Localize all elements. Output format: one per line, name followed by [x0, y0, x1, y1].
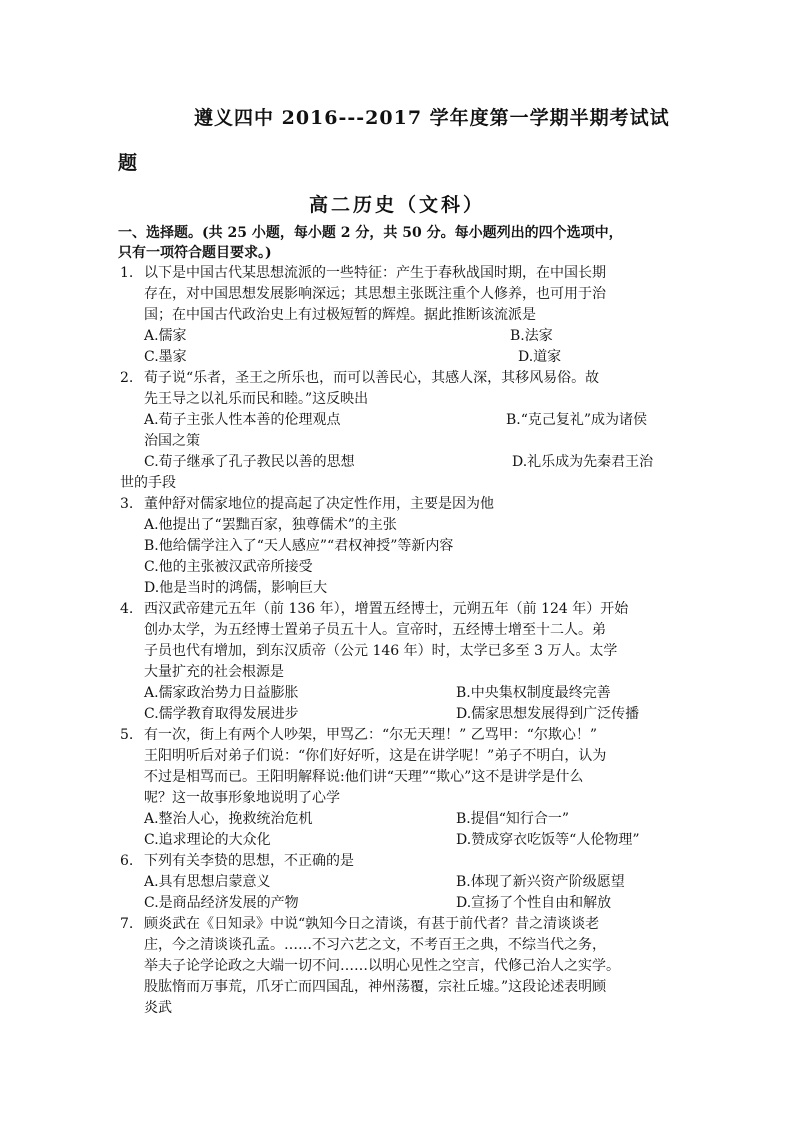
- exam-title-line2: 题: [118, 152, 138, 174]
- option-d: D.宣扬了个性自由和解放: [456, 895, 612, 911]
- option-b: B.法家: [510, 328, 553, 344]
- exam-subtitle: 高二历史（文科）: [308, 194, 485, 216]
- option-c: C.儒学教育取得发展进步: [144, 706, 299, 722]
- question-stem-line: 子员也代有增加，到东汉质帝（公元 146 年）时，太学已多至 3 万人。太学: [144, 643, 618, 659]
- option-a: A.儒家政治势力日益膨胀: [144, 685, 299, 701]
- question-stem-line: 不过是相骂而已。王阳明解释说:他们讲“天理”“欺心”这不是讲学是什么: [144, 769, 584, 785]
- question-stem-line: 下列有关李贽的思想，不正确的是: [144, 853, 354, 869]
- option-a: A.具有思想启蒙意义: [144, 874, 271, 890]
- exam-title-line1: 遵义四中 2016---2017 学年度第一学期半期考试试: [194, 107, 670, 129]
- option-a: A.儒家: [144, 328, 187, 344]
- option-b-continued: 治国之策: [144, 433, 200, 449]
- section-instructions-line1: 一、选择题。(共 25 小题，每小题 2 分，共 50 分。每小题列出的四个选项中，: [118, 225, 623, 241]
- question-number: 7.: [120, 916, 134, 932]
- option-a: A.他提出了“罢黜百家，独尊儒术”的主张: [144, 517, 397, 533]
- option-a: A.荀子主张人性本善的伦理观点: [144, 412, 341, 428]
- option-d: D.他是当时的鸿儒，影响巨大: [144, 580, 328, 596]
- option-c: C.是商品经济发展的产物: [144, 895, 299, 911]
- option-b: B.他给儒学注入了“天人感应”“君权神授”等新内容: [144, 538, 454, 554]
- question-stem-line: 庄，今之清谈谈孔孟。……不习六艺之文，不考百王之典，不综当代之务，: [144, 937, 606, 953]
- option-b: B.中央集权制度最终完善: [456, 685, 611, 701]
- question-number: 5.: [120, 727, 134, 743]
- option-b: B.提倡“知行合一”: [456, 811, 570, 827]
- question-stem-line: 董仲舒对儒家地位的提高起了决定性作用，主要是因为他: [144, 496, 494, 512]
- question-stem-line: 创办太学，为五经博士置弟子员五十人。宣帝时，五经博士增至十二人。弟: [144, 622, 606, 638]
- question-stem-line: 股肱惰而万事荒，爪牙亡而四国乱，神州荡覆，宗社丘墟。”这段论述表明顾: [144, 979, 607, 995]
- option-c: C.追求理论的大众化: [144, 832, 271, 848]
- question-number: 1.: [120, 265, 134, 281]
- question-stem-line: 有一次，街上有两个人吵架，甲骂乙：“尔无天理！” 乙骂甲：“尔欺心！”: [144, 727, 598, 743]
- option-b: B.“克己复礼”成为诸侯: [506, 412, 648, 428]
- option-d: D.赞成穿衣吃饭等“人伦物理”: [456, 832, 640, 848]
- question-stem-line: 举夫子论学论政之大端一切不问……以明心见性之空言，代修己治人之实学。: [144, 958, 620, 974]
- question-number: 2.: [120, 370, 134, 386]
- option-c: C.他的主张被汉武帝所接受: [144, 559, 313, 575]
- section-instructions-line2: 只有一项符合题目要求。): [118, 245, 272, 261]
- option-b: B.体现了新兴资产阶级愿望: [456, 874, 625, 890]
- question-stem-line: 国；在中国古代政治史上有过极短暂的辉煌。据此推断该流派是: [144, 307, 536, 323]
- option-c: C.墨家: [144, 349, 187, 365]
- option-d: D.礼乐成为先秦君王治: [512, 454, 654, 470]
- question-stem-line: 荀子说“乐者，圣王之所乐也，而可以善民心，其感人深，其移风易俗。故: [144, 370, 600, 386]
- question-number: 3.: [120, 496, 134, 512]
- option-a: A.整治人心，挽救统治危机: [144, 811, 313, 827]
- question-stem-line: 王阳明听后对弟子们说：“你们好好听，这是在讲学呢！”弟子不明白，认为: [144, 748, 607, 764]
- question-stem-line: 西汉武帝建元五年（前 136 年），增置五经博士，元朔五年（前 124 年）开始: [144, 601, 629, 617]
- question-stem-line: 炎武: [144, 1000, 172, 1016]
- question-stem-line: 顾炎武在《日知录》中说“孰知今日之清谈，有甚于前代者？昔之清谈谈老: [144, 916, 600, 932]
- question-stem-line: 呢？这一故事形象地说明了心学: [144, 790, 340, 806]
- option-c: C.荀子继承了孔子教民以善的思想: [144, 454, 355, 470]
- question-stem-line: 大量扩充的社会根源是: [144, 664, 284, 680]
- question-number: 6.: [120, 853, 134, 869]
- question-stem-line: 存在，对中国思想发展影响深远；其思想主张既注重个人修养，也可用于治: [144, 286, 606, 302]
- option-d: D.儒家思想发展得到广泛传播: [456, 706, 640, 722]
- option-d-continued: 世的手段: [120, 475, 176, 491]
- question-stem-line: 以下是中国古代某思想流派的一些特征：产生于春秋战国时期，在中国长期: [144, 265, 606, 281]
- question-number: 4.: [120, 601, 134, 617]
- option-d: D.道家: [518, 349, 562, 365]
- section-instructions: [118, 223, 678, 263]
- question-stem-line: 先王导之以礼乐而民和睦。”这反映出: [144, 391, 369, 407]
